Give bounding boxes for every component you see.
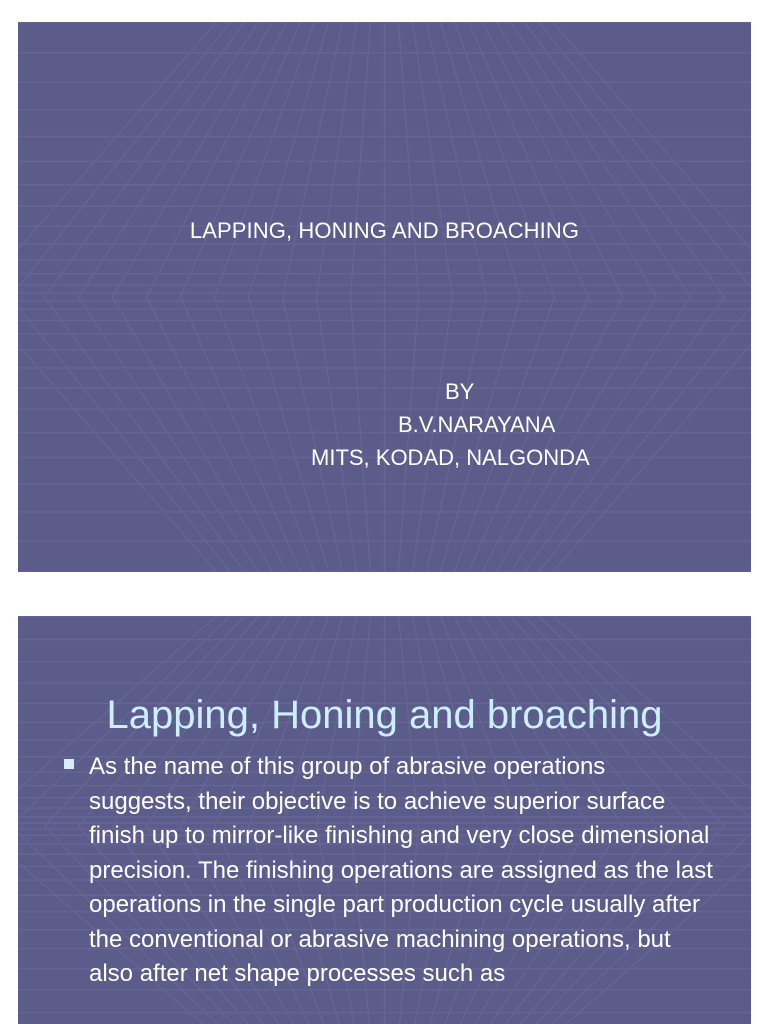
grid-background bbox=[18, 22, 751, 572]
bullet-item bbox=[64, 750, 714, 992]
bullet-text: As the name of this group of abrasive operations suggests, their objective is to achieve superior surface finish up to mirror-like finishing and very close dimensional precision. The finishing operations are assigned as the last operations in the single part production cycle usually after the conventional or abrasive machining operations, but also after net shape processes such as bbox=[89, 753, 713, 987]
square-bullet-icon bbox=[64, 759, 74, 769]
slide-title: LAPPING, HONING AND BROACHING bbox=[189, 218, 580, 243]
title-slide bbox=[18, 22, 751, 572]
author-name: B.V.NARAYANA bbox=[398, 412, 556, 437]
byline-by: BY bbox=[445, 379, 475, 404]
slide-heading: Lapping, Honing and broaching bbox=[106, 693, 663, 738]
author-institution: MITS, KODAD, NALGONDA bbox=[311, 445, 590, 470]
content-slide bbox=[18, 616, 751, 1024]
